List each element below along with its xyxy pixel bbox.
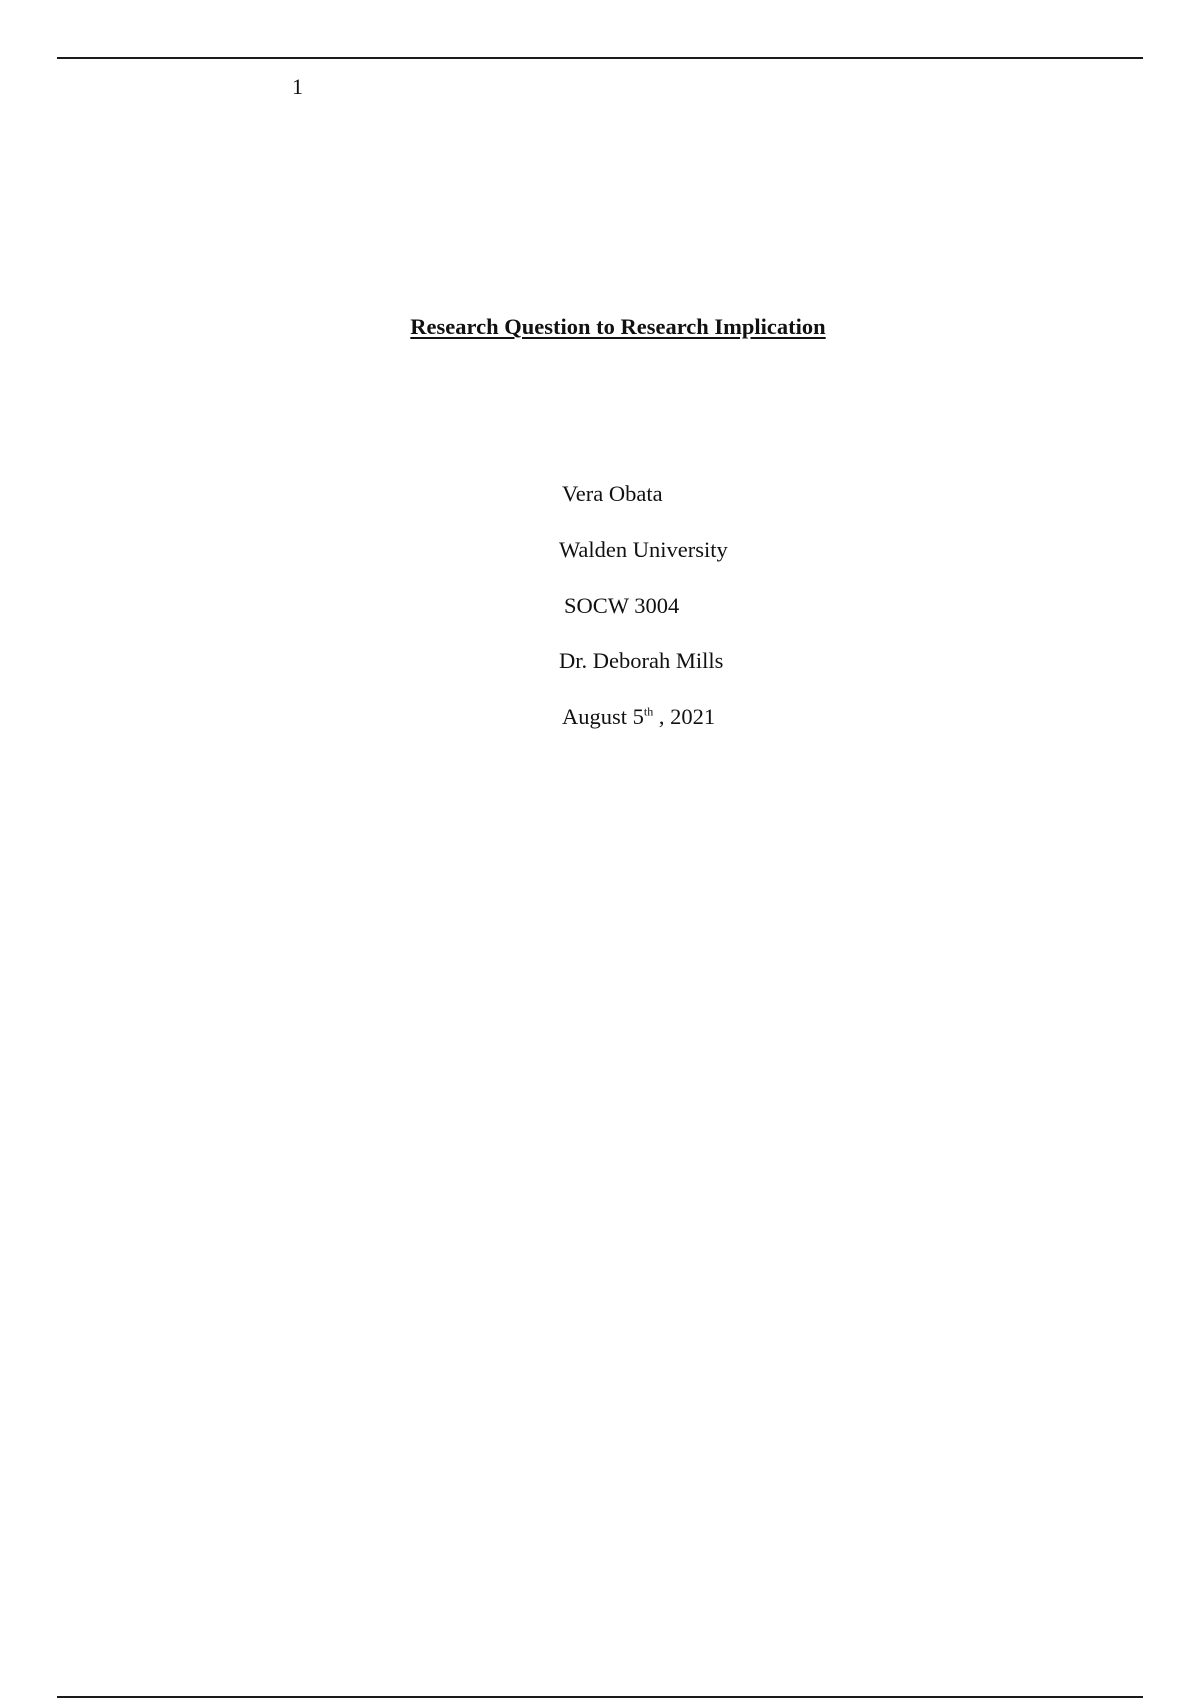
top-rule <box>57 57 1143 59</box>
paper-title: Research Question to Research Implication <box>410 314 826 339</box>
instructor-name: Dr. Deborah Mills <box>559 648 724 673</box>
date-day-suffix: th <box>643 704 654 719</box>
date-month-day: August 5 <box>562 704 644 729</box>
author-name: Vera Obata <box>562 481 663 506</box>
date-year: , 2021 <box>653 704 716 729</box>
course-code: SOCW 3004 <box>564 593 680 618</box>
page-number: 1 <box>292 74 303 99</box>
submission-date <box>562 702 715 732</box>
institution-name: Walden University <box>559 537 728 562</box>
bottom-rule <box>57 1696 1143 1698</box>
